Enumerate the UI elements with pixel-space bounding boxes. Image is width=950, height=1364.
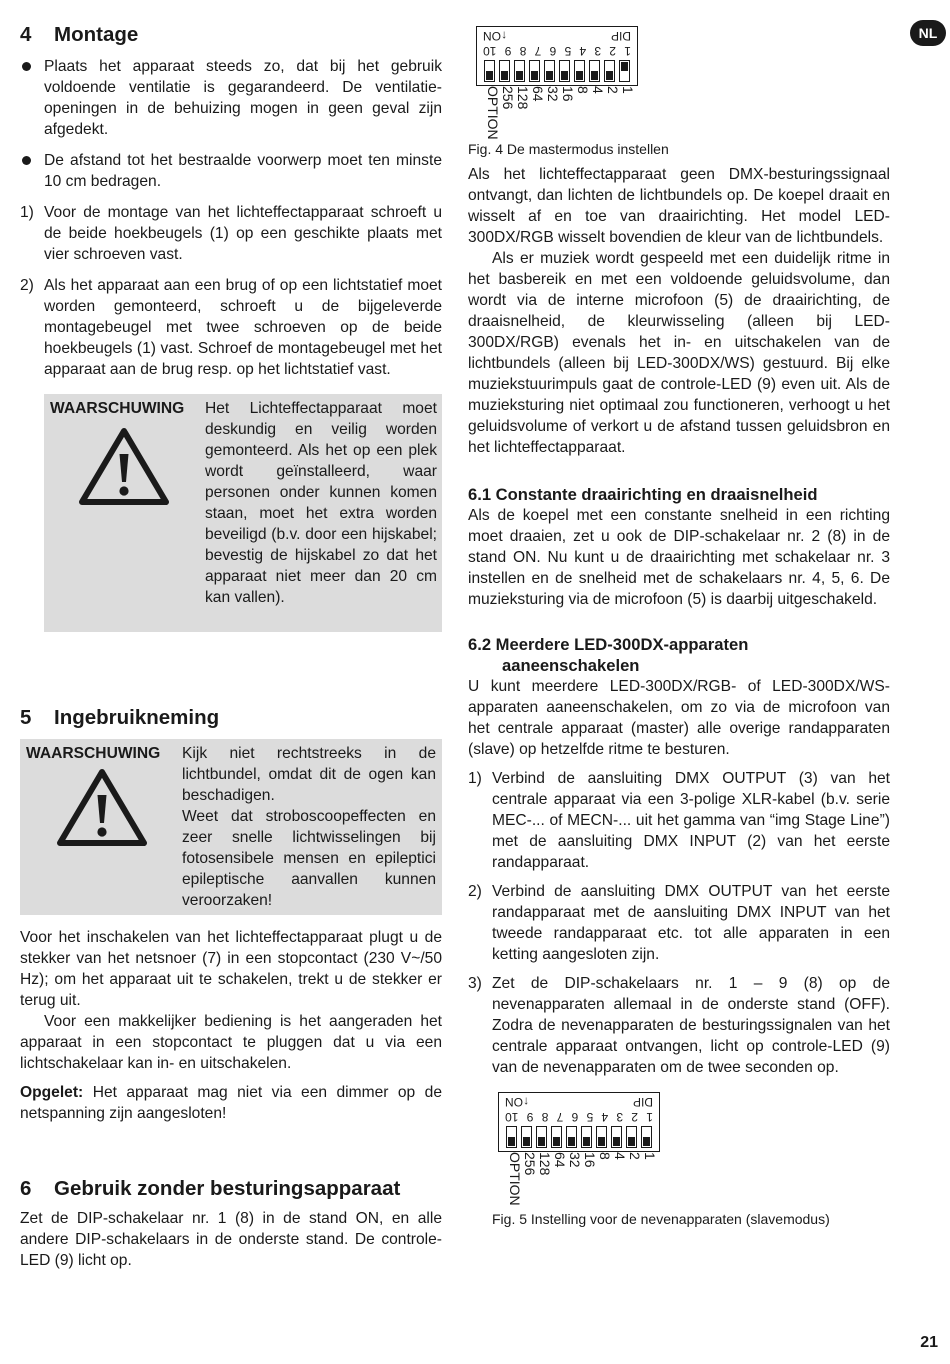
dip-number: 6: [571, 1110, 579, 1124]
dip-switch-knob: [621, 62, 628, 71]
paragraph: Als de koepel met een constante snelheid in een richting moet draaien, zet u ook de DIP-schakelaar nr. 2 (8) in de stand ON. Nu kunt u de draairichting met schakelaar nr. 3 instellen en de snelheid met de schakelaars nr. 4, 5, 6. De muzieksturing via de microfoon (5) is daarbij uitgeschakeld.: [468, 507, 890, 608]
page-number: 21: [920, 1334, 938, 1351]
warning-box-light: [20, 739, 442, 915]
warning-text: Het Lichteffectapparaat moet deskundig en veilig worden gemonteerd. Als het op een plek wordt geïnstalleerd, waar personen onder kunnen komen staan, moet het extra worden beveiligd (b.v. door een hijskabel; bevestig de hijskabel zo dat het apparaat niet meer dan 20 cm kan vallen).: [205, 400, 437, 606]
dip-value-label: 256: [522, 1152, 538, 1176]
numbered-step: 2) Als het apparaat aan een brug of op een lichtstatief moet worden gemonteerd, schroeft u de bijgeleverde montagebeugel met twee schroeven op de beide hoekbeugels (1) vast. Schroef de montagebeugel met het apparaat aan de brug resp. op het lichtstatief vast.: [20, 277, 442, 378]
dip-value-label: 64: [530, 86, 546, 102]
dip-switch-knob: [598, 1137, 605, 1146]
dip-number-row: [505, 1110, 653, 1124]
warning-text: Kijk niet rechtstreeks in de lichtbundel, omdat dit de ogen kan beschadigen.: [182, 745, 436, 804]
left-column: [20, 22, 442, 1271]
dip-switch-knob: [613, 1137, 620, 1146]
dip-switch-6: [544, 60, 555, 82]
dip-switch-knob: [538, 1137, 545, 1146]
paragraph: Als het lichteffectapparaat geen DMX-besturingssignaal ontvangt, dan lichten de lichtbundels op. De koepel draait en wisselt af en toe van draairichting. Het model LED-300DX/RGB wisselt bovendien de kleur van de lichtbundels.: [468, 166, 890, 246]
dip-switch-6: [566, 1126, 577, 1148]
dip-switch-5: [581, 1126, 592, 1148]
dip-number: 1: [646, 1110, 653, 1124]
dip-switch-knob: [606, 71, 613, 80]
numbered-step: 1) Voor de montage van het lichteffectapparaat schroeft u de beide hoekbeugels (1) op een geschikte plaats met vier schroeven vast.: [20, 204, 442, 263]
figure-caption: Fig. 4 De mastermodus instellen: [468, 141, 669, 157]
dip-switch-knob: [568, 1137, 575, 1146]
paragraph: Voor het inschakelen van het lichteffectapparaat plugt u de stekker van het netsnoer (7) in een stopcontact (230 V~/50 Hz); om het apparaat uit te schakelen, trekt u de stekker er terug uit.: [20, 929, 442, 1009]
dip-switch-10: [506, 1126, 517, 1148]
dip-switch-5: [559, 60, 570, 82]
fig5-dip-diagram: [492, 1088, 890, 1204]
numbered-step: 1) Verbind de aansluiting DMX OUTPUT (3) van het centrale apparaat via een 3-polige XLR-kabel (b.v. serie MEC-... of MECN-... uit het gamma van “img Stage Line”) met de aansluiting DMX INPUT (2) van het eerste randapparaat.: [468, 770, 890, 871]
dip-number: 4: [579, 44, 587, 58]
dip-switch-7: [529, 60, 540, 82]
on-label: ↑ON: [505, 1095, 529, 1109]
bullet-dot-icon: [22, 62, 31, 71]
bullet-item: Plaats het apparaat steeds zo, dat bij het gebruik voldoende ventilatie is gegarandeerd. De ventilatie-openingen in de behuizing mogen in geen geval zijn afgedekt.: [20, 56, 442, 140]
dip-switch-knob: [561, 71, 568, 80]
dip-number: 3: [616, 1110, 624, 1124]
dip-number-row: [483, 44, 631, 58]
dip-number: 1: [624, 44, 631, 58]
paragraph: U kunt meerdere LED-300DX/RGB- of LED-300DX/WS-apparaten aaneenschakelen, om zo via de microfoon van het centrale apparaat (master) alle overige randapparaten (slave) op hetzelfde ritme te besturen.: [468, 678, 890, 758]
dip-value-label: 16: [560, 86, 576, 102]
dip-number: 3: [594, 44, 602, 58]
dip-value-label: OPTION: [485, 86, 501, 140]
dip-value-label: 1: [642, 1152, 658, 1160]
bullet-item: De afstand tot het bestraalde voorwerp moet ten minste 10 cm bedragen.: [20, 150, 442, 192]
paragraph: Voor een makkelijker bediening is het aangeraden het apparaat in een stopcontact te pluggen dat u via een lichtschakelaar kan in- en uitschakelen.: [20, 1013, 442, 1072]
dip-switch-knob: [508, 1137, 515, 1146]
dip-switch-knob: [576, 71, 583, 80]
dip-switch-10: [484, 60, 495, 82]
dip-switch-knob: [531, 71, 538, 80]
dip-switch-9: [521, 1126, 532, 1148]
dip-value-label: 4: [612, 1152, 628, 1160]
fig4-dip-diagram: [468, 22, 890, 138]
dip-switch-knob: [523, 1137, 530, 1146]
dip-label: DIP: [632, 1095, 653, 1109]
dip-number: 6: [549, 44, 557, 58]
warning-triangle-icon: [78, 426, 170, 506]
subsection-6-2-heading: 6.2 Meerdere LED-300DX-apparaten aaneenschakelen: [468, 635, 749, 675]
section-4-heading: 4 Montage: [20, 23, 139, 46]
dip-value-label: 128: [537, 1152, 553, 1176]
dip-value-label: 32: [545, 86, 561, 102]
dip-switch-4: [596, 1126, 607, 1148]
warning-label: WAARSCHUWING: [26, 745, 161, 762]
dip-switch-1: [641, 1126, 652, 1148]
dip-number: 9: [504, 44, 512, 58]
dip-switch-block: [476, 26, 638, 86]
dip-switch-knob: [628, 1137, 635, 1146]
dip-value-labels: [498, 1152, 658, 1222]
dip-switch-1: [619, 60, 630, 82]
dip-number: 8: [541, 1110, 549, 1124]
dip-value-label: 2: [627, 1152, 643, 1160]
dip-value-label: 256: [500, 86, 516, 110]
dip-switch-knob: [546, 71, 553, 80]
dip-label: DIP: [610, 29, 631, 43]
dip-value-label: 64: [552, 1152, 568, 1168]
dip-switch-4: [574, 60, 585, 82]
warning-box-mounting: [44, 394, 442, 632]
dip-value-label: 128: [515, 86, 531, 110]
on-label: ↑ON: [483, 29, 507, 43]
section-6-heading: 6 Gebruik zonder besturingsapparaat: [20, 1177, 401, 1200]
dip-value-label: 1: [620, 86, 636, 94]
dip-value-label: 32: [567, 1152, 583, 1168]
dip-switch-knob: [516, 71, 523, 80]
dip-number: 8: [519, 44, 527, 58]
numbered-step: 2) Verbind de aansluiting DMX OUTPUT van het eerste randapparaat met de aansluiting DMX INPUT van het tweede randapparaat etc. tot alle apparaten in een ketting aangesloten zijn.: [468, 883, 890, 963]
dip-switch-knob: [486, 71, 493, 80]
bullet-dot-icon: [22, 156, 31, 165]
dip-switch-knob: [643, 1137, 650, 1146]
dip-switch-2: [604, 60, 615, 82]
dip-value-label: 2: [605, 86, 621, 94]
section-5-heading: 5 Ingebruikneming: [20, 706, 220, 729]
dip-number: 5: [586, 1110, 594, 1124]
warning-triangle-icon: [56, 767, 148, 847]
dip-value-label: OPTION: [507, 1152, 523, 1206]
warning-label: WAARSCHUWING: [50, 400, 185, 417]
dip-switch-knob: [553, 1137, 560, 1146]
dip-switch-9: [499, 60, 510, 82]
dip-switch-knob: [591, 71, 598, 80]
dip-number: 5: [564, 44, 572, 58]
dip-number: 7: [556, 1110, 564, 1124]
dip-switch-block: [498, 1092, 660, 1152]
dip-value-labels: [476, 86, 636, 156]
dip-switch-3: [611, 1126, 622, 1148]
paragraph: Als er muziek wordt gespeeld met een duidelijk ritme in het basbereik en met een voldoende geluidsvolume, dan wordt via de interne microfoon (5) de draairichting, de draaisnelheid, de kleurwisseling (alleen bij LED-300DX/RGB) evenals het in- en uitschakelen van de lichtbundels (alleen bij LED-300DX/WS) gestuurd. Bij elke muziekstuurimpuls gaat de controle-LED (9) even uit. Als de muzieksturing niet optimaal zou functioneren, verhoogt u het geluidsvolume of verkort u de afstand tussen geluidsbron en het lichteffectapparaat.: [468, 250, 890, 456]
dip-switch-knob: [501, 71, 508, 80]
dip-switch-3: [589, 60, 600, 82]
dip-value-label: 16: [582, 1152, 598, 1168]
dip-number: 2: [631, 1110, 639, 1124]
paragraph: Zet de DIP-schakelaar nr. 1 (8) in de stand ON, en alle andere DIP-schakelaars in de onderste stand. De controle-LED (9) licht op.: [20, 1210, 442, 1269]
dip-value-label: 8: [575, 86, 591, 94]
dip-value-label: 8: [597, 1152, 613, 1160]
right-column: [468, 22, 890, 1228]
dip-switch-8: [514, 60, 525, 82]
language-badge: NL: [910, 20, 946, 46]
numbered-step: 3) Zet de DIP-schakelaars nr. 1 – 9 (8) op de nevenapparaten allemaal in de onderste stand (OFF). Zodra de nevenapparaten de besturingssignalen van het centrale apparaat ontvangen, licht op controle-LED (9) van de nevenapparaten om de twee seconden op.: [468, 975, 890, 1076]
dip-number: 10: [483, 44, 497, 58]
warning-text: Weet dat stroboscoopeffecten en zeer snelle lichtwisselingen bij fotosensibele mensen en epileptici epileptische aanvallen kunnen veroorzaken!: [182, 808, 436, 909]
dip-switch-knob: [583, 1137, 590, 1146]
dip-number: 2: [609, 44, 617, 58]
dip-value-label: 4: [590, 86, 606, 94]
dip-number: 7: [534, 44, 542, 58]
dip-switch-8: [536, 1126, 547, 1148]
dip-number: 10: [505, 1110, 519, 1124]
dip-switch-7: [551, 1126, 562, 1148]
dip-number: 9: [526, 1110, 534, 1124]
figure-caption: Fig. 5 Instelling voor de nevenapparaten (slavemodus): [492, 1211, 830, 1227]
subsection-6-1-heading: 6.1 Constante draairichting en draaisnelheid: [468, 485, 818, 504]
note-paragraph: Opgelet: Het apparaat mag niet via een dimmer op de netspanning zijn aangesloten!: [20, 1084, 442, 1122]
dip-number: 4: [601, 1110, 609, 1124]
dip-switch-2: [626, 1126, 637, 1148]
